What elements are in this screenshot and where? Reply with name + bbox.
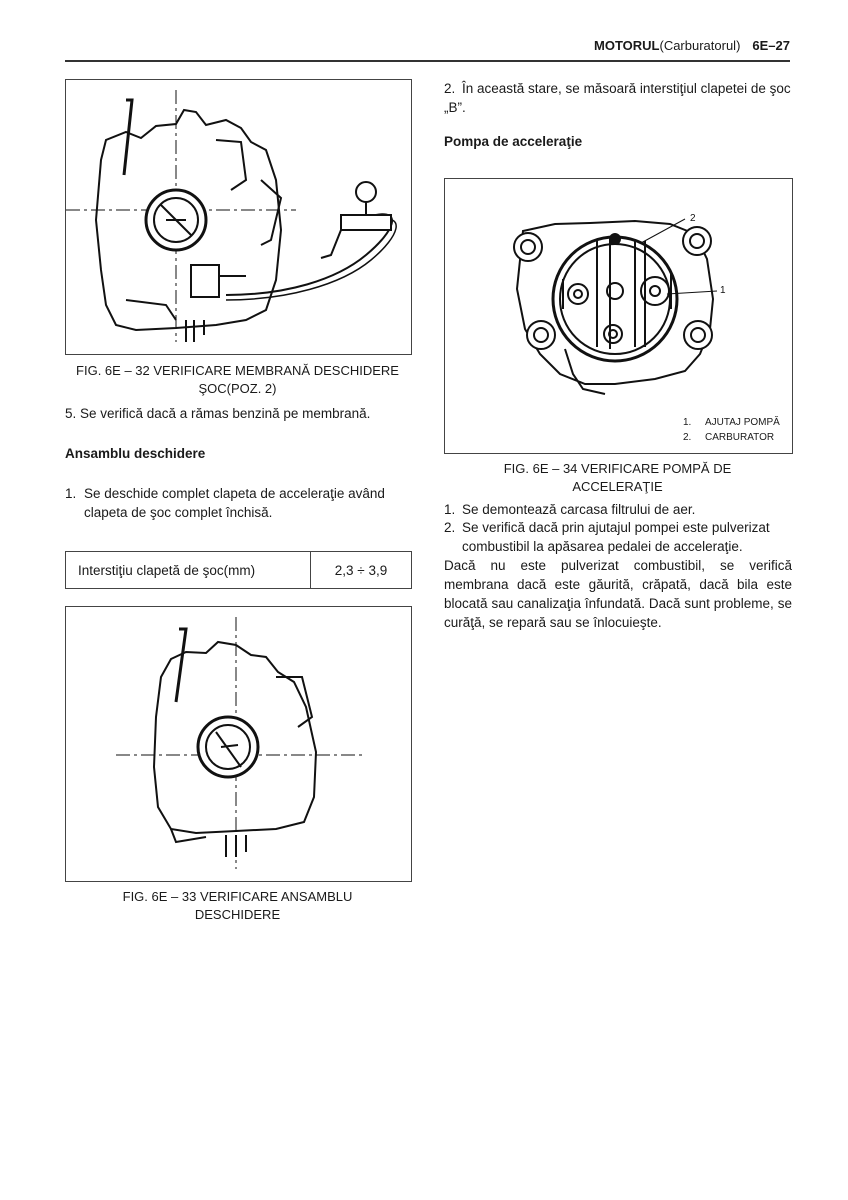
figure-6e-33 bbox=[65, 606, 412, 882]
spec-value: 2,3 ÷ 3,9 bbox=[334, 562, 388, 578]
figure-legend bbox=[683, 415, 780, 445]
step-1-ansamblu: 1. Se deschide complet clapeta de acceleraţie având clapeta de şoc complet închisă. bbox=[65, 486, 385, 520]
heading-pompa-acceleratie: Pompa de acceleraţie bbox=[444, 134, 583, 149]
header-rule bbox=[65, 60, 790, 62]
pump-step-1: 1. Se demontează carcasa filtrului de aer. bbox=[444, 502, 696, 517]
figure-6e-34 bbox=[444, 178, 793, 454]
step-5: 5. Se verifică dacă a rămas benzină pe membrană. bbox=[65, 406, 371, 421]
pump-step-2: 2. Se verifică dacă prin ajutajul pompei este pulverizat combustibil la apăsarea pedalei de acceleraţie. bbox=[444, 520, 770, 554]
header-section: MOTORUL(Carburatorul) bbox=[594, 38, 741, 53]
legend-item-2: 2. CARBURATOR bbox=[683, 432, 775, 443]
legend-item-1: 1. AJUTAJ POMPĂ bbox=[683, 417, 780, 428]
carburetor-membrane-drawing bbox=[66, 80, 411, 354]
spec-table bbox=[65, 551, 412, 589]
pump-paragraph: Dacă nu este pulverizat combustibil, se verifică membrana dacă este găurită, crăpată, dacă bila este blocată sau canalizaţia înfundată. Dacă sunt probleme, se curăţă, se repară sau se înlocuieşte. bbox=[444, 558, 792, 630]
running-header bbox=[65, 38, 790, 53]
figure-6e-32 bbox=[65, 79, 412, 355]
figure-6e-33-caption: FIG. 6E – 33 VERIFICARE ANSAMBLU DESCHIDERE bbox=[122, 889, 353, 922]
callout-2: 2 bbox=[690, 213, 696, 224]
figure-6e-32-caption: FIG. 6E – 32 VERIFICARE MEMBRANĂ DESCHIDERE ŞOC(POZ. 2) bbox=[76, 363, 399, 396]
heading-ansamblu-deschidere: Ansamblu deschidere bbox=[65, 446, 206, 461]
carburetor-assembly-drawing bbox=[66, 607, 411, 881]
callout-1: 1 bbox=[720, 285, 726, 296]
spec-label: Interstiţiu clapetă de şoc(mm) bbox=[66, 552, 311, 588]
figure-6e-34-caption: FIG. 6E – 34 VERIFICARE POMPĂ DE ACCELERAŢIE bbox=[503, 461, 732, 494]
page-number: 6E–27 bbox=[752, 38, 790, 53]
accelerator-pump-drawing bbox=[445, 179, 792, 453]
step-2-measure: 2. În această stare, se măsoară interstiţiul clapetei de şoc „B”. bbox=[444, 81, 791, 115]
